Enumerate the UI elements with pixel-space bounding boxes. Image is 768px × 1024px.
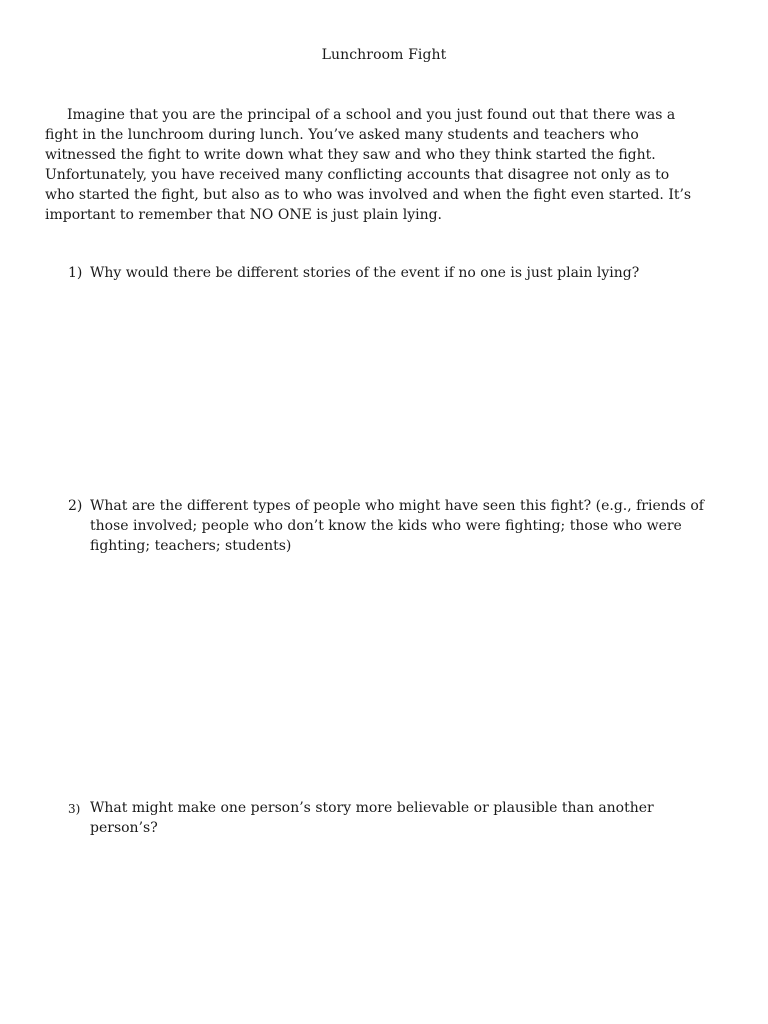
- question-3: [68, 798, 738, 838]
- intro-line: important to remember that NO ONE is just plain lying.: [45, 207, 443, 223]
- question-number: 1): [68, 265, 83, 281]
- intro-line: who started the fight, but also as to who was involved and when the fight even started. It’s: [45, 187, 692, 203]
- intro-line: fight in the lunchroom during lunch. You’ve asked many students and teachers who: [45, 127, 639, 143]
- question-text: [90, 496, 738, 556]
- question-line: fighting; teachers; students): [90, 538, 292, 554]
- question-text: [90, 263, 738, 283]
- question-line: those involved; people who don’t know the kids who were fighting; those who were: [90, 518, 682, 534]
- question-line: Why would there be different stories of the event if no one is just plain lying?: [90, 265, 640, 281]
- question-number: 3): [68, 802, 81, 816]
- question-2: [68, 496, 738, 556]
- intro-line: witnessed the fight to write down what they saw and who they think started the fight.: [45, 147, 656, 163]
- intro-line: Imagine that you are the principal of a school and you just found out that there was a: [67, 107, 676, 123]
- question-1: [68, 263, 738, 283]
- question-number: 2): [68, 498, 83, 514]
- question-line: person’s?: [90, 820, 158, 836]
- intro-paragraph: [45, 105, 725, 225]
- question-line: What might make one person’s story more believable or plausible than another: [90, 800, 654, 816]
- intro-line: Unfortunately, you have received many conflicting accounts that disagree not only as to: [45, 167, 670, 183]
- page-title: Lunchroom Fight: [321, 47, 447, 63]
- question-line: What are the different types of people who might have seen this fight? (e.g., friends of: [90, 498, 704, 514]
- question-text: [90, 798, 738, 838]
